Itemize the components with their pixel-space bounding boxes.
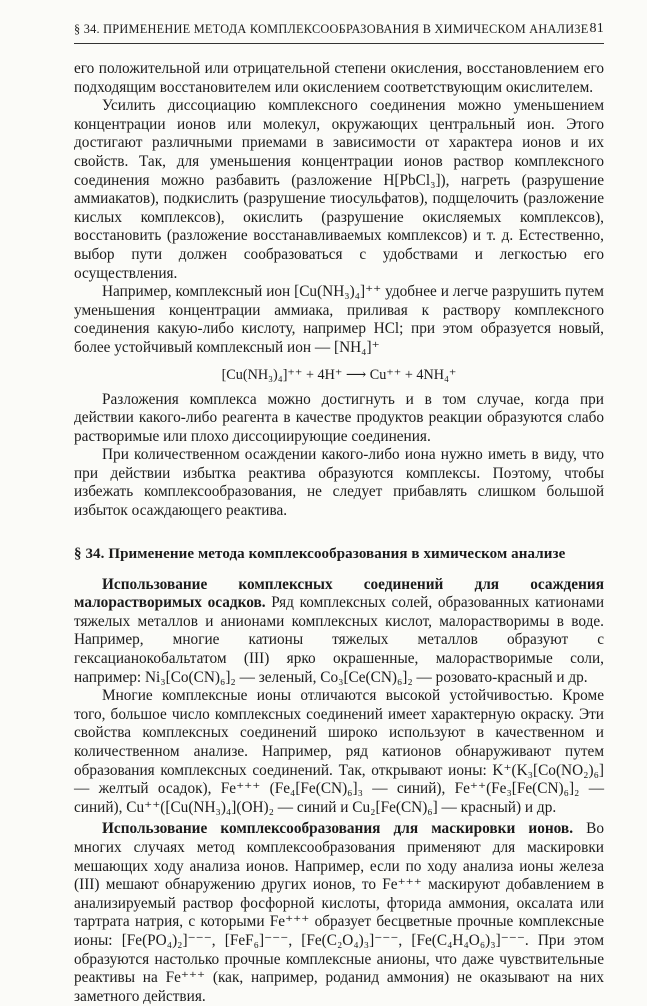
book-page xyxy=(74,0,605,1005)
subsection-text-masking: Во многих случаях метод комплексообразования применяют для маскировки мешающих ходу анализа ионов. Например, если по ходу анализа ионы железа (III) мешают обнаружению других ионов, то Fe⁺⁺⁺ маскируют добавлением в анализируемый раствор фосфорной кислоты, фторида аммония, оксалата или тартрата натрия, с которыми Fe⁺⁺⁺ образует бесцветные прочные комплексные ионы: [Fe(PO₄)₂]⁻⁻⁻, [FeF₆]⁻⁻⁻, [Fe(C₂O₄)₃]⁻⁻⁻, [Fe(C₄H₄O₆)₃]⁻⁻⁻. При этом образуются настолько прочные комплексные анионы, что даже чувствительные реактивы на Fe⁺⁺⁺ (как, например, роданид аммония) не оказывают на них заметного действия. xyxy=(74,820,605,1005)
running-header xyxy=(74,22,604,37)
paragraph-example: Например, комплексный ион [Cu(NH₃)₄]⁺⁺ удобнее и легче разрушить путем уменьшения концентрации аммиака, приливая к раствору комплексного соединения какую-либо кислоту, например HCl; при этом образуется новый, более устойчивый комплексный ион — [NH₄]⁺ xyxy=(74,283,604,356)
subsection-title-masking: Использование комплексообразования для маскировки ионов. xyxy=(102,820,574,838)
paragraph-stability: Многие комплексные ионы отличаются высокой устойчивостью. Кроме того, большое число комплексных соединений имеет характерную окраску. Эти свойства комплексных соединений широко используют в качественном и количественном анализе. Например, ряд катионов обнаруживают путем образования комплексных соединений. Так, открывают ионы: K⁺(K₃[Co(NO₂)₆] — желтый осадок), Fe⁺⁺⁺ (Fe₄[Fe(CN)₆]₃ — синий), Fe⁺⁺(Fe₃[Fe(CN)₆]₂ — синий), Cu⁺⁺([Cu(NH₃)₄](OH)₂ — синий и Cu₂[Fe(CN)₆] — красный) и др. xyxy=(74,687,604,816)
header-rule xyxy=(74,43,604,44)
paragraph-masking xyxy=(74,820,604,1006)
subsection-text-precipitation: Ряд комплексных солей, образованных катионами тяжелых металлов и анионами комплексных кислот, малорастворимы в воде. Например, многие катионы тяжелых металлов образуют с гексацианокобальтатом (III) ярко окрашенные, малорастворимые соли, например: Ni₃[Co(CN)₆]₂ — зеленый, Co₃[Ce(CN)₆]₂ — розовато-красный и др. xyxy=(74,594,605,686)
paragraph-decomposition: Разложения комплекса можно достигнуть и в том случае, когда при действии какого-либо реагента в качестве продуктов реакции образуются слабо растворимые или плохо диссоциирующие соединения. xyxy=(74,390,604,445)
paragraph-continuation: его положительной или отрицательной степени окисления, восстановлением его подходящим восстановителем или окислением соответствующим окислителем. xyxy=(74,60,604,96)
page-body xyxy=(74,60,604,1006)
reaction-equation: [Cu(NH₃)₄]⁺⁺ + 4H⁺ ⟶ Cu⁺⁺ + 4NH₄⁺ xyxy=(221,366,457,383)
section-heading: § 34. Применение метода комплексообразования в химическом анализе xyxy=(74,545,566,562)
subsection-title-precipitation: Использование комплексных соединений для осаждения малорастворимых осадков. xyxy=(74,575,604,612)
paragraph-dissociation: Усилить диссоциацию комплексного соединения можно уменьшением концентрации ионов или молекул, окружающих центральный ион. Этого достигают различными приемами в зависимости от характера ионов и их свойств. Так, для уменьшения концентрации ионов раствор комплексного соединения можно разбавить (разложение H[PbCl₃]), нагреть (разрушение аммиакатов), подкислить (разрушение тиосульфатов), подщелочить (разложение кислых комплексов), окислить (разрушение окисляемых комплексов), восстановить (разложение восстанавливаемых комплексов) и т. д. Естественно, выбор пути должен сообразоваться с удобствами и легкостью его осуществления. xyxy=(74,97,604,282)
paragraph-precipitation: При количественном осаждении какого-либо иона нужно иметь в виду, что при действии избытка реактива образуются комплексы. Поэтому, чтобы избежать комплексообразования, не следует прибавлять слишком большой избыток осаждающего реактива. xyxy=(74,446,604,520)
page-number: 81 xyxy=(589,21,604,36)
header-title: § 34. ПРИМЕНЕНИЕ МЕТОДА КОМПЛЕКСООБРАЗОВАНИЯ В ХИМИЧЕСКОМ АНАЛИЗЕ xyxy=(74,22,589,36)
paragraph-precipitation-use xyxy=(74,576,604,688)
